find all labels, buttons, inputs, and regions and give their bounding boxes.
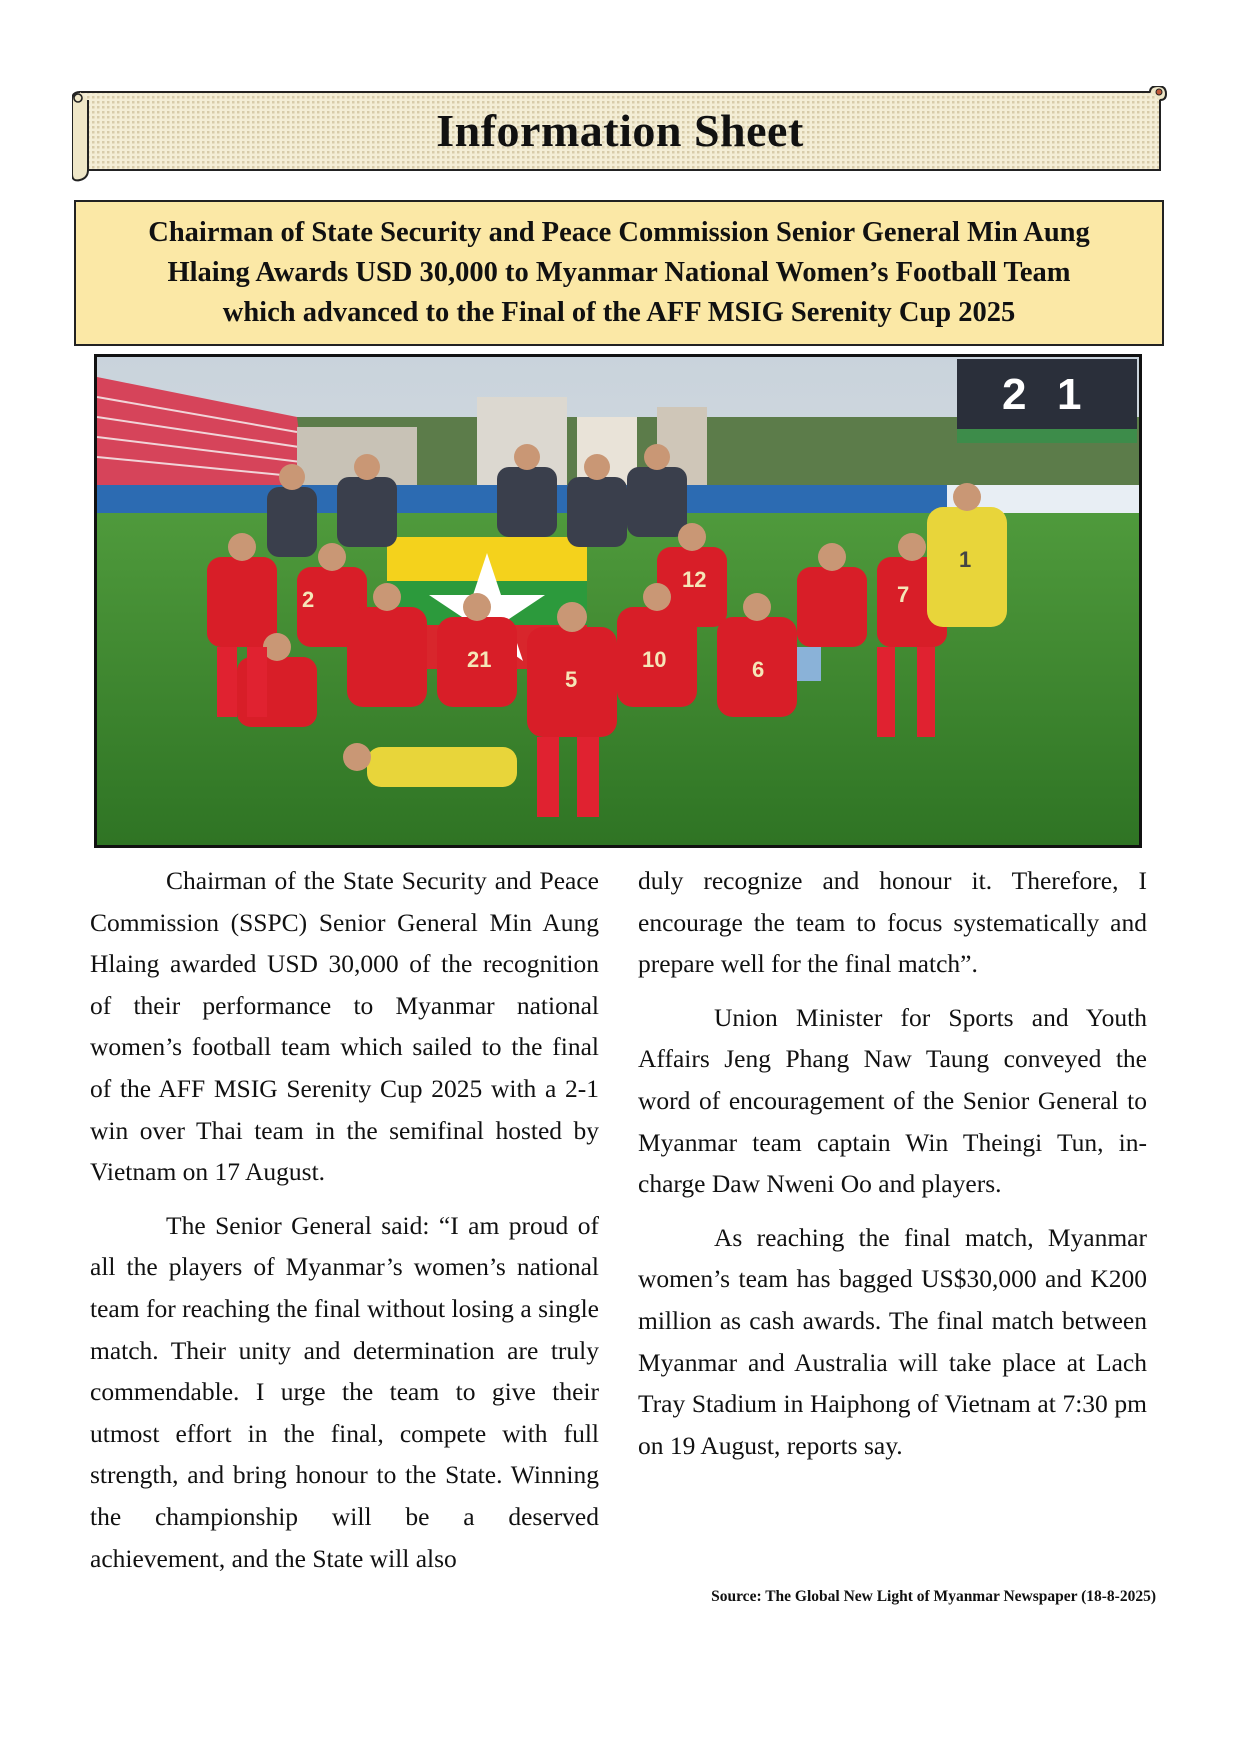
jersey-number: 6 — [752, 657, 765, 682]
article-paragraph: The Senior General said: “I am proud of all the players of Myanmar’s women’s national team for reaching the final without losing a single match. Their unity and determination are truly commendable. I urge the team to give their utmost effort in the final, compete with full strength, and bring honour to the State. Winning the championship will be a deserved achievement, and the State will also — [90, 1210, 599, 1573]
team-photo — [94, 354, 1142, 848]
title-banner — [72, 86, 1168, 182]
jersey-number: 21 — [467, 647, 492, 672]
article-paragraph: Chairman of the State Security and Peace Commission (SSPC) Senior General Min Aung Hlaing awarded USD 30,000 of the recognition of their performance to Myanmar national women’s football team which sailed to the final of the AFF MSIG Serenity Cup 2025 with a 2-1 win over Thai team in the semifinal hosted by Vietnam on 17 August. — [90, 866, 599, 1187]
article-column-right — [638, 860, 1147, 1478]
article-paragraph: Union Minister for Sports and Youth Affairs Jeng Phang Naw Taung conveyed the word of encouragement of the Senior General to Myanmar team captain Win Theingi Tun, in-charge Daw Nweni Oo and players. — [638, 1002, 1147, 1199]
team-celebration-illustration — [97, 357, 1139, 845]
headline-line: Chairman of State Security and Peace Commission Senior General Min Aung — [148, 217, 1090, 248]
jersey-number: 12 — [682, 567, 707, 592]
scoreboard — [957, 359, 1137, 429]
page-title: Information Sheet — [436, 105, 804, 156]
jersey-number: 2 — [302, 587, 315, 612]
headline-text — [148, 213, 1090, 333]
article-column-left — [90, 860, 599, 1591]
jersey-number: 10 — [642, 647, 667, 672]
score-home: 2 — [1002, 370, 1027, 419]
headline-line: which advanced to the Final of the AFF MSIG Serenity Cup 2025 — [222, 297, 1016, 328]
jersey-number: 7 — [897, 582, 910, 607]
headline-box — [74, 200, 1164, 346]
article-paragraph-continued: duly recognize and honour it. Therefore, I encourage the team to focus systematically and prepare well for the final match”. — [638, 866, 1147, 979]
jersey-number: 5 — [565, 667, 578, 692]
trophy — [797, 647, 821, 681]
jersey-number: 1 — [959, 547, 972, 572]
score-away: 1 — [1057, 370, 1082, 419]
article-paragraph: As reaching the final match, Myanmar women’s team has bagged US$30,000 and K200 million as cash awards. The final match between Myanmar and Australia will take place at Lach Tray Stadium in Haiphong of Vietnam at 7:30 pm on 19 August, reports say. — [638, 1222, 1147, 1460]
headline-line: Hlaing Awards USD 30,000 to Myanmar National Women’s Football Team — [167, 257, 1071, 288]
source-credit: Source: The Global New Light of Myanmar Newspaper (18-8-2025) — [711, 1588, 1156, 1605]
